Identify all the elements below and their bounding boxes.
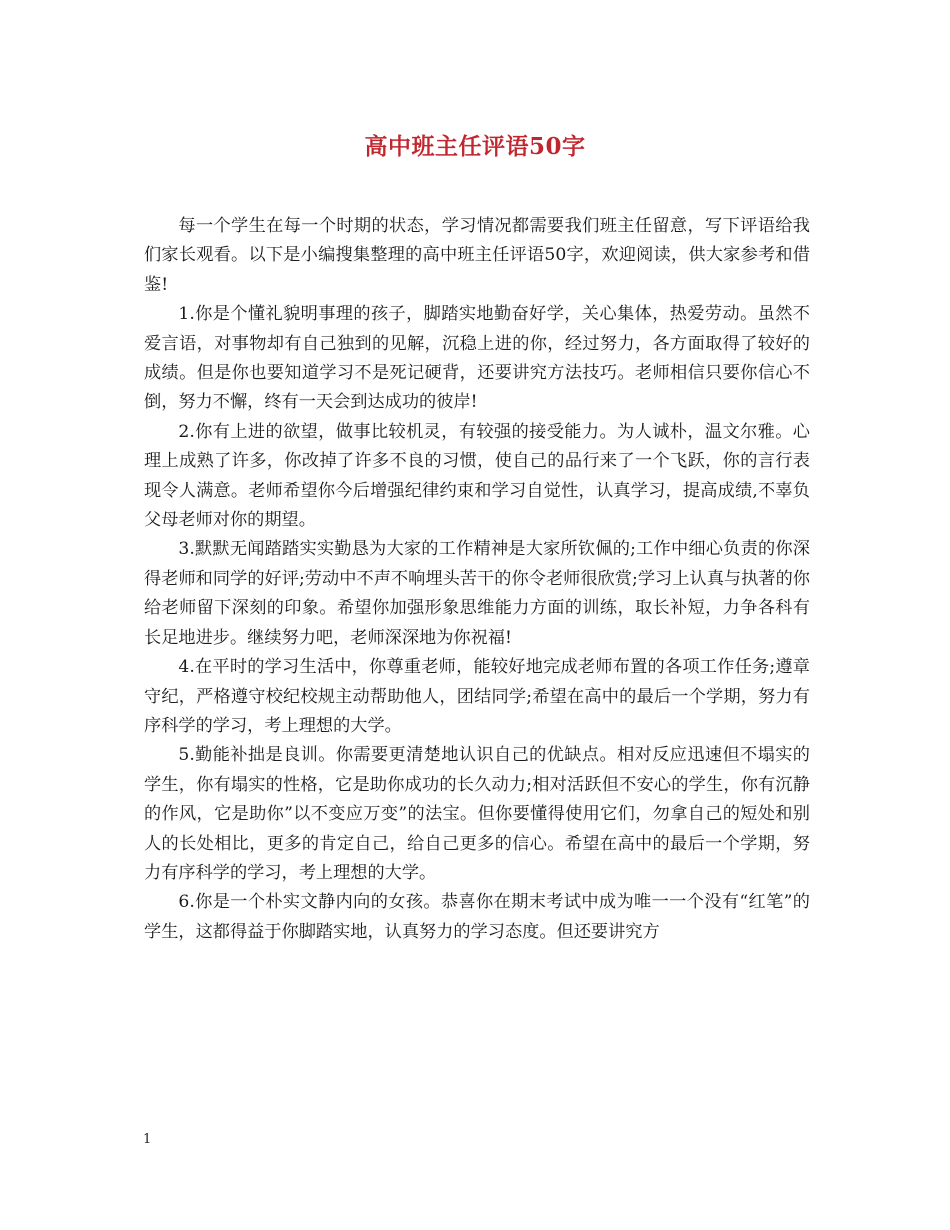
comment-paragraph-4: 4.在平时的学习生活中，你尊重老师，能较好地完成老师布置的各项工作任务;遵章守纪，严格遵守校纪校规主动帮助他人，团结同学;希望在高中的最后一个学期，努力有序科学的学习，考上理想的大学。 bbox=[144, 657, 810, 736]
page-number: 1 bbox=[143, 1132, 152, 1147]
document-body bbox=[144, 212, 810, 947]
comment-paragraph-2: 2.你有上进的欲望，做事比较机灵，有较强的接受能力。为人诚朴，温文尔雅。心理上成熟了许多，你改掉了许多不良的习惯，使自己的品行来了一个飞跃，你的言行表现令人满意。老师希望你今后增强纪律约束和学习自觉性，认真学习，提高成绩,不辜负父母老师对你的期望。 bbox=[144, 421, 810, 531]
document-title: 高中班主任评语50字 bbox=[364, 133, 586, 160]
comment-paragraph-1: 1.你是个懂礼貌明事理的孩子，脚踏实地勤奋好学，关心集体，热爱劳动。虽然不爱言语，对事物却有自己独到的见解，沉稳上进的你，经过努力，各方面取得了较好的成绩。但是你也要知道学习不是死记硬背，还要讲究方法技巧。老师相信只要你信心不倒，努力不懈，终有一天会到达成功的彼岸! bbox=[144, 304, 810, 413]
comment-paragraph-3: 3.默默无闻踏踏实实勤恳为大家的工作精神是大家所钦佩的;工作中细心负责的你深得老师和同学的好评;劳动中不声不响埋头苦干的你令老师很欣赏;学习上认真与执著的你给老师留下深刻的印象。希望你加强形象思维能力方面的训练，取长补短，力争各科有长足地进步。继续努力吧，老师深深地为你祝福! bbox=[144, 539, 810, 648]
comment-paragraph-5: 5.勤能补拙是良训。你需要更清楚地认识自己的优缺点。相对反应迅速但不塌实的学生，你有塌实的性格，它是助你成功的长久动力;相对活跃但不安心的学生，你有沉静的作风，它是助你”以不变应万变”的法宝。但你要懂得使用它们，勿拿自己的短处和别人的长处相比，更多的肯定自己，给自己更多的信心。希望在高中的最后一个学期，努力有序科学的学习，考上理想的大学。 bbox=[144, 745, 810, 883]
comment-paragraph-6: 6.你是一个朴实文静内向的女孩。恭喜你在期末考试中成为唯一一个没有“红笔”的学生，这都得益于你脚踏实地，认真努力的学习态度。但还要讲究方 bbox=[144, 892, 810, 942]
intro-paragraph: 每一个学生在每一个时期的状态，学习情况都需要我们班主任留意，写下评语给我们家长观看。以下是小编搜集整理的高中班主任评语50字，欢迎阅读，供大家参考和借鉴! bbox=[144, 216, 810, 295]
